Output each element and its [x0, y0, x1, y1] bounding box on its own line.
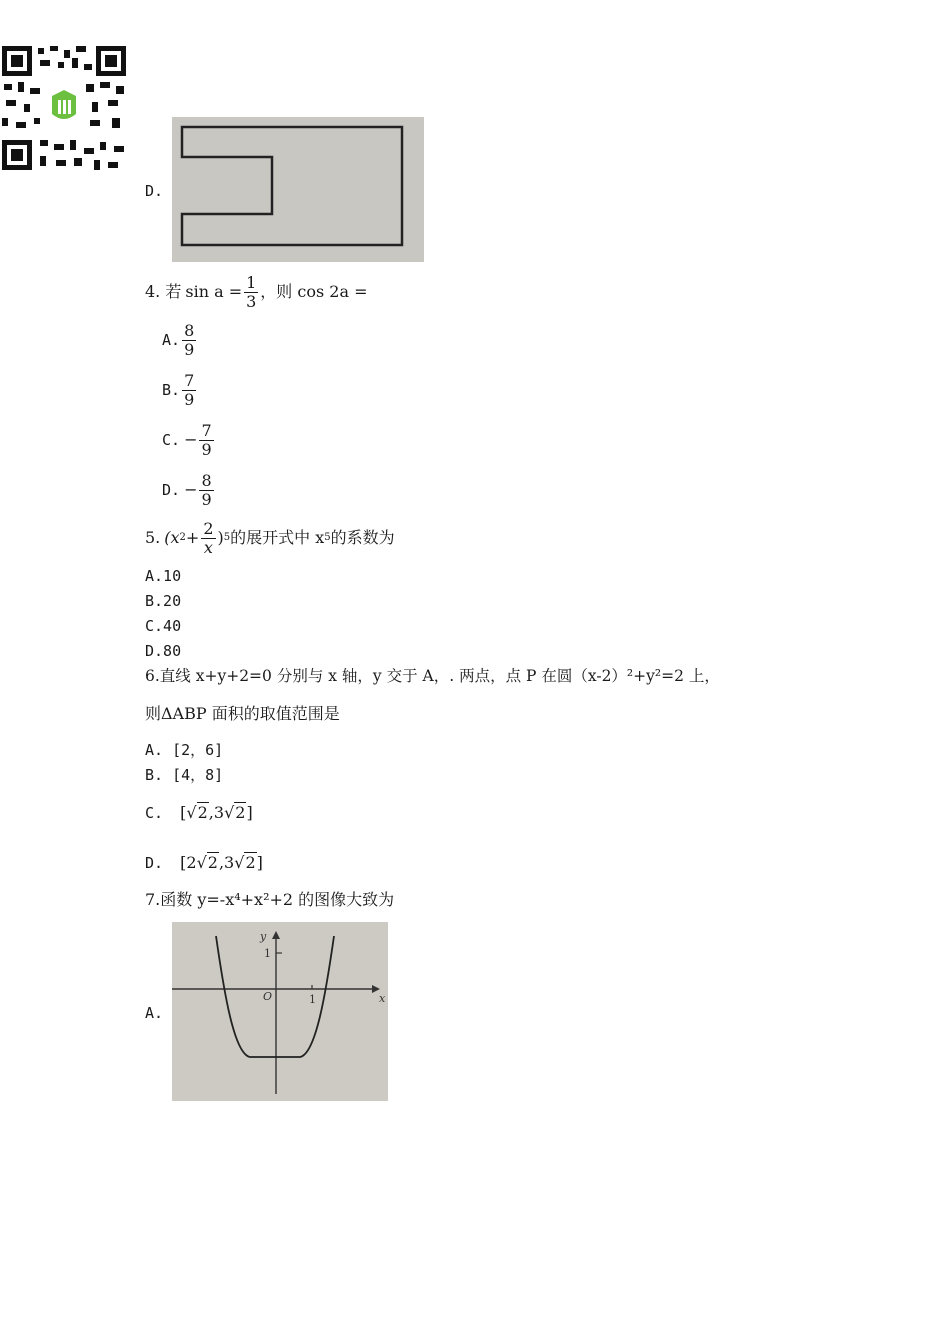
q6-option-d-open: [2 [180, 853, 197, 872]
q6-option-c-open: [ [180, 803, 187, 822]
q4-option-c-label: C. [162, 431, 181, 449]
q4-option-b [162, 368, 198, 412]
q5-option-a: A.10 [145, 567, 182, 585]
q4-option-b-den: 9 [184, 389, 195, 409]
q3-option-d-label: D. [145, 182, 164, 200]
q4-option-b-num: 7 [184, 370, 195, 390]
q6-option-d: D. [2√2,3√2] [145, 853, 263, 872]
q5-expr-close: ) [217, 528, 224, 547]
q4-sin-expr: sin a = [185, 282, 243, 301]
q5-exp5b: 5 [324, 532, 331, 543]
q6-option-c-close: ] [246, 803, 253, 822]
question-7-stem: 7.函数 y=-x⁴+x²+2 的图像大致为 [145, 890, 395, 909]
q4-option-d-num: 8 [201, 470, 212, 490]
q6-option-c-label: C. [145, 804, 164, 822]
question-6-line-2: 则ΔABP 面积的取值范围是 [145, 704, 340, 723]
q5-frac-num: 2 [203, 518, 214, 538]
q5-stem-prefix: 5. [145, 528, 161, 547]
q7-option-a-graph [172, 922, 388, 1101]
q5-exp2: 2 [179, 532, 186, 543]
q4-option-b-label: B. [162, 381, 181, 399]
q6-option-d-label: D. [145, 854, 164, 872]
qr-code [0, 44, 128, 172]
q4-option-a [162, 318, 198, 362]
q5-stem-mid: 的展开式中 x [230, 528, 325, 547]
q6-option-a: A. [2，6] [145, 741, 224, 759]
x-axis-label: x [379, 992, 386, 1005]
q6-option-c-root2: 2 [235, 803, 246, 822]
q4-option-d [162, 468, 216, 512]
q4-option-a-den: 9 [184, 339, 195, 359]
q6-option-d-close: ] [256, 853, 263, 872]
q6-option-d-mid: ,3 [218, 853, 235, 872]
q4-option-a-label: A. [162, 331, 181, 349]
q4-stem-prefix: 4. 若 [145, 282, 182, 301]
q6-option-b: B. [4，8] [145, 766, 224, 784]
q4-option-c-den: 9 [201, 439, 212, 459]
q4-option-c [162, 418, 216, 462]
q6-option-d-root2: 2 [245, 853, 256, 872]
y-axis-label: y [260, 930, 267, 943]
q4-frac-num: 1 [246, 272, 257, 292]
question-4-stem [145, 270, 368, 314]
y-tick-label: 1 [264, 947, 271, 960]
q4-fraction [244, 274, 258, 311]
q4-option-a-num: 8 [184, 320, 195, 340]
q6-option-c: C. [√2,3√2] [145, 803, 253, 822]
q4-option-c-sign: − [184, 430, 198, 449]
q4-stem-suffix: ，则 cos 2a = [260, 282, 368, 301]
q5-option-c: C.40 [145, 617, 182, 635]
q4-option-c-num: 7 [201, 420, 212, 440]
q5-stem-suffix: 的系数为 [330, 528, 395, 547]
q4-frac-den: 3 [246, 291, 257, 311]
question-6-line-1: 6.直线 x+y+2=0 分别与 x 轴，y 交于 A，. 两点，点 P 在圆（x-2）²+y²=2 上， [145, 667, 720, 685]
q6-option-c-root1: 2 [197, 803, 208, 822]
q5-option-d: D.80 [145, 642, 182, 660]
x-tick-label: 1 [309, 993, 316, 1006]
q4-option-d-label: D. [162, 481, 181, 499]
q5-exp5: 5 [223, 532, 231, 543]
q3-option-d-figure [172, 117, 424, 262]
question-5-stem [145, 516, 395, 560]
q5-frac-den: x [203, 537, 213, 557]
origin-label: O [263, 990, 273, 1003]
q4-option-d-sign: − [184, 480, 198, 499]
q7-option-a-label: A. [145, 1004, 164, 1022]
q5-expr-open: (x [164, 528, 180, 547]
q6-option-c-mid: ,3 [208, 803, 225, 822]
q5-plus: + [185, 528, 200, 547]
q6-option-d-root1: 2 [207, 853, 218, 872]
q5-option-b: B.20 [145, 592, 182, 610]
q4-option-d-den: 9 [201, 489, 212, 509]
